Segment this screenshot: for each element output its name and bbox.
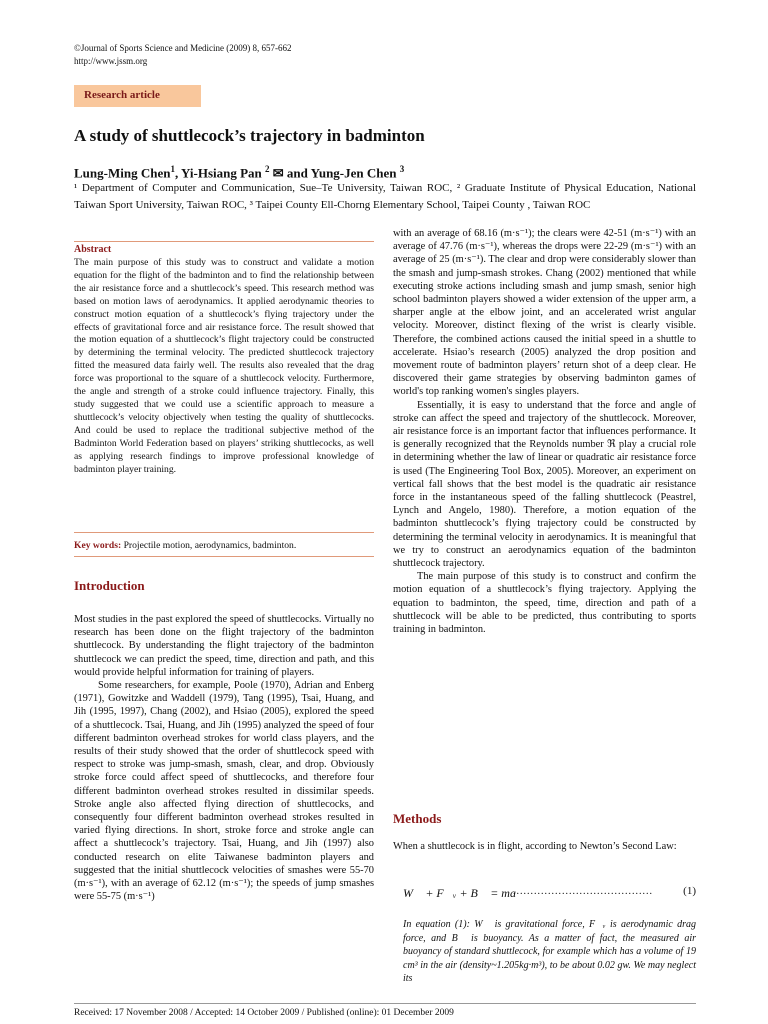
journal-url[interactable]: http://www.jssm.org	[74, 56, 148, 66]
keywords-bottom-rule	[74, 556, 374, 557]
author-1: Lung-Ming Chen	[74, 165, 171, 181]
keywords-label: Key words:	[74, 540, 122, 551]
article-title: A study of shuttlecock’s trajectory in badminton	[74, 126, 425, 145]
methods-heading: Methods	[393, 811, 442, 826]
author-2: Yi-Hsiang Pan	[180, 165, 262, 181]
equation-dots: ........................................	[513, 886, 653, 897]
right-paragraph-3: The main purpose of this study is to construct and confirm the motion equation of a shuttlecock’s flying trajectory. Applying the equation to badminton, the speed, time, direction and path of a shuttlecock will be able to be predicted, thus contributing to sports training in badminton.	[393, 571, 696, 636]
author-2-sup: 2	[265, 164, 270, 174]
introduction-body	[74, 613, 374, 903]
footer-dates: Received: 17 November 2008 / Accepted: 14 October 2009 / Published (online): 01 December 2009	[74, 1008, 454, 1018]
mail-icon[interactable]: ✉	[272, 165, 284, 181]
introduction-heading: Introduction	[74, 578, 145, 593]
abstract-heading: Abstract	[74, 244, 112, 255]
author-3-sup: 3	[399, 164, 405, 174]
equation-text: W⃗ + F⃗ᵥ + B⃗ = ma⃗	[403, 886, 526, 900]
right-column-body	[393, 227, 696, 636]
keywords-top-rule	[74, 532, 374, 533]
author-sep-1: ,	[174, 165, 181, 181]
affiliations: ¹ Department of Computer and Communication, Sue–Te University, Taiwan ROC, ² Graduate Institute of Physical Education, National Taiwan Sport University, Taiwan ROC, ³ Taipei County Ell-Chorng Elementary School, Taipei County , Taiwan ROC	[74, 182, 696, 211]
right-paragraph-1: with an average of 68.16 (m·s⁻¹); the clears were 42-51 (m·s⁻¹) with an average of 47.76 (m·s⁻¹), whereas the drops were 22-29 (m·s⁻¹) with an average of 25 (m·s⁻¹). The clear and drop were considerably slower than the smash and jump-smash strokes. Chang (2002) mentioned that while executing stroke actions including smash and jump smash, senior high school badminton players showed a wider extension of the upper arm, a sharper angle at the elbow joint, and an accelerated wrist angular velocity. Moreover, distinct flexing of the wrist is clearly visible. Therefore, the combined actions caused the initial speed in a shuttle to accelerate. Hsiao’s research (2005) analyzed the drop position and movement route of badminton players’ return shot of a deep clear. He discovered their game strategies by observing badminton games of world's top ranking women's singles players.	[393, 228, 696, 398]
author-sep-2: and	[283, 165, 311, 181]
keywords	[74, 540, 296, 551]
right-paragraph-2: Essentially, it is easy to understand that the force and angle of stroke can affect the speed and trajectory of the shuttlecock. Moreover, air resistance force is an important factor that influences performance. It is generally recognized that the Reynolds number ℜ play a crucial role in determining whether the law of linear or quadratic air resistance force is used (The Engineering Tool Box, 2005). Moreover, an experiment on vertical fall shows that the best model is the quadratic air resistance force in the instantaneous speed of the falling shuttlecock (Peastrel, Lynch and Angelo, 1980). Therefore, a motion equation of the badminton shuttlecock’s flying trajectory could be constructed by determining the terminal velocity in aerodynamics. It is meaningful that we try to construct an aerodynamics equation of the badminton shuttlecock trajectory.	[393, 399, 696, 570]
author-1-sup: 1	[170, 164, 175, 174]
article-type-label: Research article	[84, 89, 160, 101]
keywords-text: Projectile motion, aerodynamics, badminton.	[123, 540, 297, 551]
author-3: Yung-Jen Chen	[310, 165, 397, 181]
intro-paragraph-2: Some researchers, for example, Poole (1970), Adrian and Enberg (1971), Gowitzke and Waddell (1979), Tang (1995), Tsai, Huang, and Jih (1995, 1997), Chang (2002), and Hsiao (2005), explored the speed of a shuttlecock. Tsai, Huang, and Jih (1995) analyzed the speed of four different badminton overhead strokes for world class players, and the results of their study showed that the order of shuttlecock speed with respect to stroke was jump-smash, smash, clear, and drop. Obviously stroke force could affect speed of shuttlecocks, and therefore four different badminton overhead strokes resulted in dissimilar speeds. Stroke angle also affected flying direction of shuttlecocks, and consequently four different badminton overhead strokes resulted in varied flying directions. In short, stroke force and stroke angle can affect a shuttlecock’s trajectory. Tsai, Huang, and Jih (1997) also conducted research on elite Taiwanese badminton players and suggested that the initial shuttlecock velocities of smashes were 55-70 (m·s⁻¹), with an average of 62.12 (m·s⁻¹); the speeds of jump smashes were 55-75 (m·s⁻¹)	[74, 680, 374, 903]
article-type-badge	[74, 85, 201, 107]
abstract-top-rule	[74, 241, 374, 242]
equation-number: (1)	[683, 885, 696, 897]
equation-1	[403, 884, 696, 902]
methods-paragraph-2: In equation (1): W⃗ is gravitational force, F⃗ᵥ is aerodynamic drag force, and B⃗ is buoyancy. As a matter of fact, the measured air buoyancy of standard shuttlecock, for example which has a volume of 19 cm³ in the air (density~1.205kg·m³), to be about 0.02 gw. We may neglect its	[403, 919, 696, 984]
journal-header	[74, 42, 292, 68]
author-list	[74, 164, 404, 181]
abstract-text: The main purpose of this study was to construct and validate a motion equation for the flight of the badminton and to find the relationship between the air resistance force and a shuttlecock’s speed. This research method was based on motion laws of aerodynamics. It applied aerodynamic theories to construct motion equation of a shuttlecock’s flying trajectory under the effects of gravitational force and air resistance force. The result showed that the motion equation of a shuttlecock’s flight trajectory could be constructed by determining the terminal velocity. The predicted shuttlecock trajectory fitted the measured data fairly well. The results also revealed that the drag force was proportional to the square of a shuttlecock velocity. Furthermore, the angle and strength of a stroke could influence trajectory. Finally, this study suggested that we could use a scientific approach to measure a shuttlecock’s velocity objectively when testing the quality of shuttlecocks. And could be used to replace the traditional subjective method of the Badminton World Federation based on players’ striking shuttlecocks, as well as applying research findings to improve professional knowledge of badminton player training.	[74, 257, 374, 475]
footer-rule	[74, 1003, 696, 1004]
methods-intro: When a shuttlecock is in flight, according to Newton’s Second Law:	[393, 841, 677, 852]
intro-paragraph-1: Most studies in the past explored the speed of shuttlecocks. Virtually no research has been done on the flight trajectory of the badminton shuttlecock. By understanding the flight trajectory of the badminton shuttlecock we can predict the speed, time, direction and path, and this would provide helpful information for training of players.	[74, 614, 374, 678]
journal-citation: ©Journal of Sports Science and Medicine (2009) 8, 657-662	[74, 43, 292, 53]
